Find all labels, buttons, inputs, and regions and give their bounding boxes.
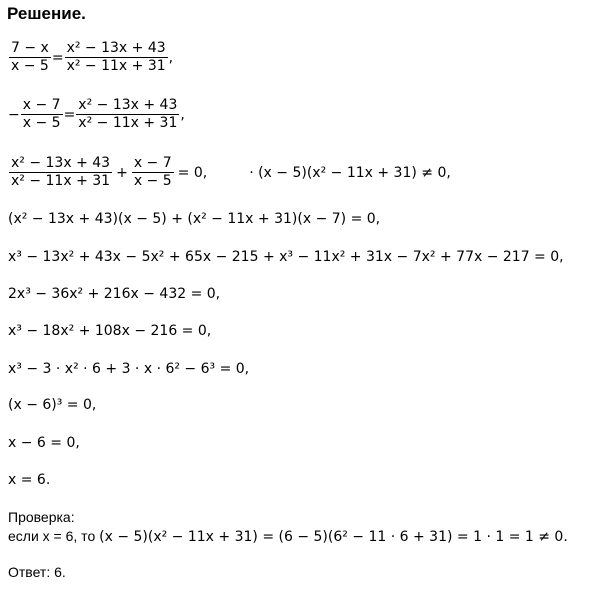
numerator: 7 − x bbox=[11, 40, 49, 56]
equals-sign: = bbox=[51, 49, 64, 66]
check-section bbox=[8, 508, 568, 547]
minus-sign: − bbox=[8, 106, 20, 123]
step-line: (x² − 13x + 43)(x − 5) + (x² − 11x + 31)(x − 7) = 0, bbox=[8, 211, 381, 227]
check-statement bbox=[8, 527, 568, 547]
fraction-first bbox=[9, 155, 112, 190]
step-line: x³ − 13x² + 43x − 5x² + 65x − 215 + x³ − 11x² + 31x − 7x² + 77x − 217 = 0, bbox=[8, 249, 564, 265]
comma: , bbox=[168, 49, 174, 66]
numerator: x − 7 bbox=[22, 97, 61, 113]
equals-sign: = bbox=[63, 106, 76, 123]
check-label: Проверка: bbox=[8, 509, 75, 525]
denominator: x² − 11x + 31 bbox=[11, 173, 111, 189]
comma: , bbox=[180, 106, 185, 123]
fraction-rhs bbox=[76, 97, 179, 132]
equation-sum bbox=[8, 155, 451, 190]
fraction-rhs bbox=[65, 40, 168, 75]
solution-title: Решение. bbox=[7, 4, 86, 23]
denominator: x − 5 bbox=[133, 173, 172, 189]
numerator: x² − 13x + 43 bbox=[11, 155, 111, 171]
denominator: x² − 11x + 31 bbox=[66, 58, 166, 74]
step-line: x³ − 18x² + 108x − 216 = 0, bbox=[8, 323, 212, 339]
equation-rewritten bbox=[8, 97, 185, 132]
step-line: x = 6. bbox=[8, 472, 51, 488]
numerator: x² − 13x + 43 bbox=[78, 97, 178, 113]
fraction-lhs bbox=[9, 40, 51, 75]
denominator: x − 5 bbox=[11, 58, 49, 74]
equals-zero: = 0, bbox=[177, 164, 208, 181]
step-line: x³ − 3 · x² · 6 + 3 · x · 6² − 6³ = 0, bbox=[8, 361, 250, 377]
denominator: x² − 11x + 31 bbox=[78, 115, 178, 131]
check-expression: (x − 5)(x² − 11x + 31) = (6 − 5)(6² − 11 · 6 + 31) = 1 · 1 = 1 ≠ 0. bbox=[99, 529, 568, 545]
fraction-second bbox=[132, 155, 174, 190]
step-line: x − 6 = 0, bbox=[8, 435, 80, 451]
equation-original bbox=[8, 40, 173, 75]
step-line: 2x³ − 36x² + 216x − 432 = 0, bbox=[8, 286, 221, 302]
numerator: x² − 13x + 43 bbox=[66, 40, 166, 56]
answer: Ответ: 6. bbox=[8, 564, 66, 580]
plus-sign: + bbox=[116, 164, 128, 181]
domain-condition: · (x − 5)(x² − 11x + 31) ≠ 0, bbox=[249, 164, 451, 181]
denominator: x − 5 bbox=[22, 115, 61, 131]
fraction-lhs bbox=[21, 97, 63, 132]
numerator: x − 7 bbox=[133, 155, 172, 171]
check-prefix: если x = 6, то bbox=[8, 528, 100, 544]
step-line: (x − 6)³ = 0, bbox=[8, 397, 97, 413]
